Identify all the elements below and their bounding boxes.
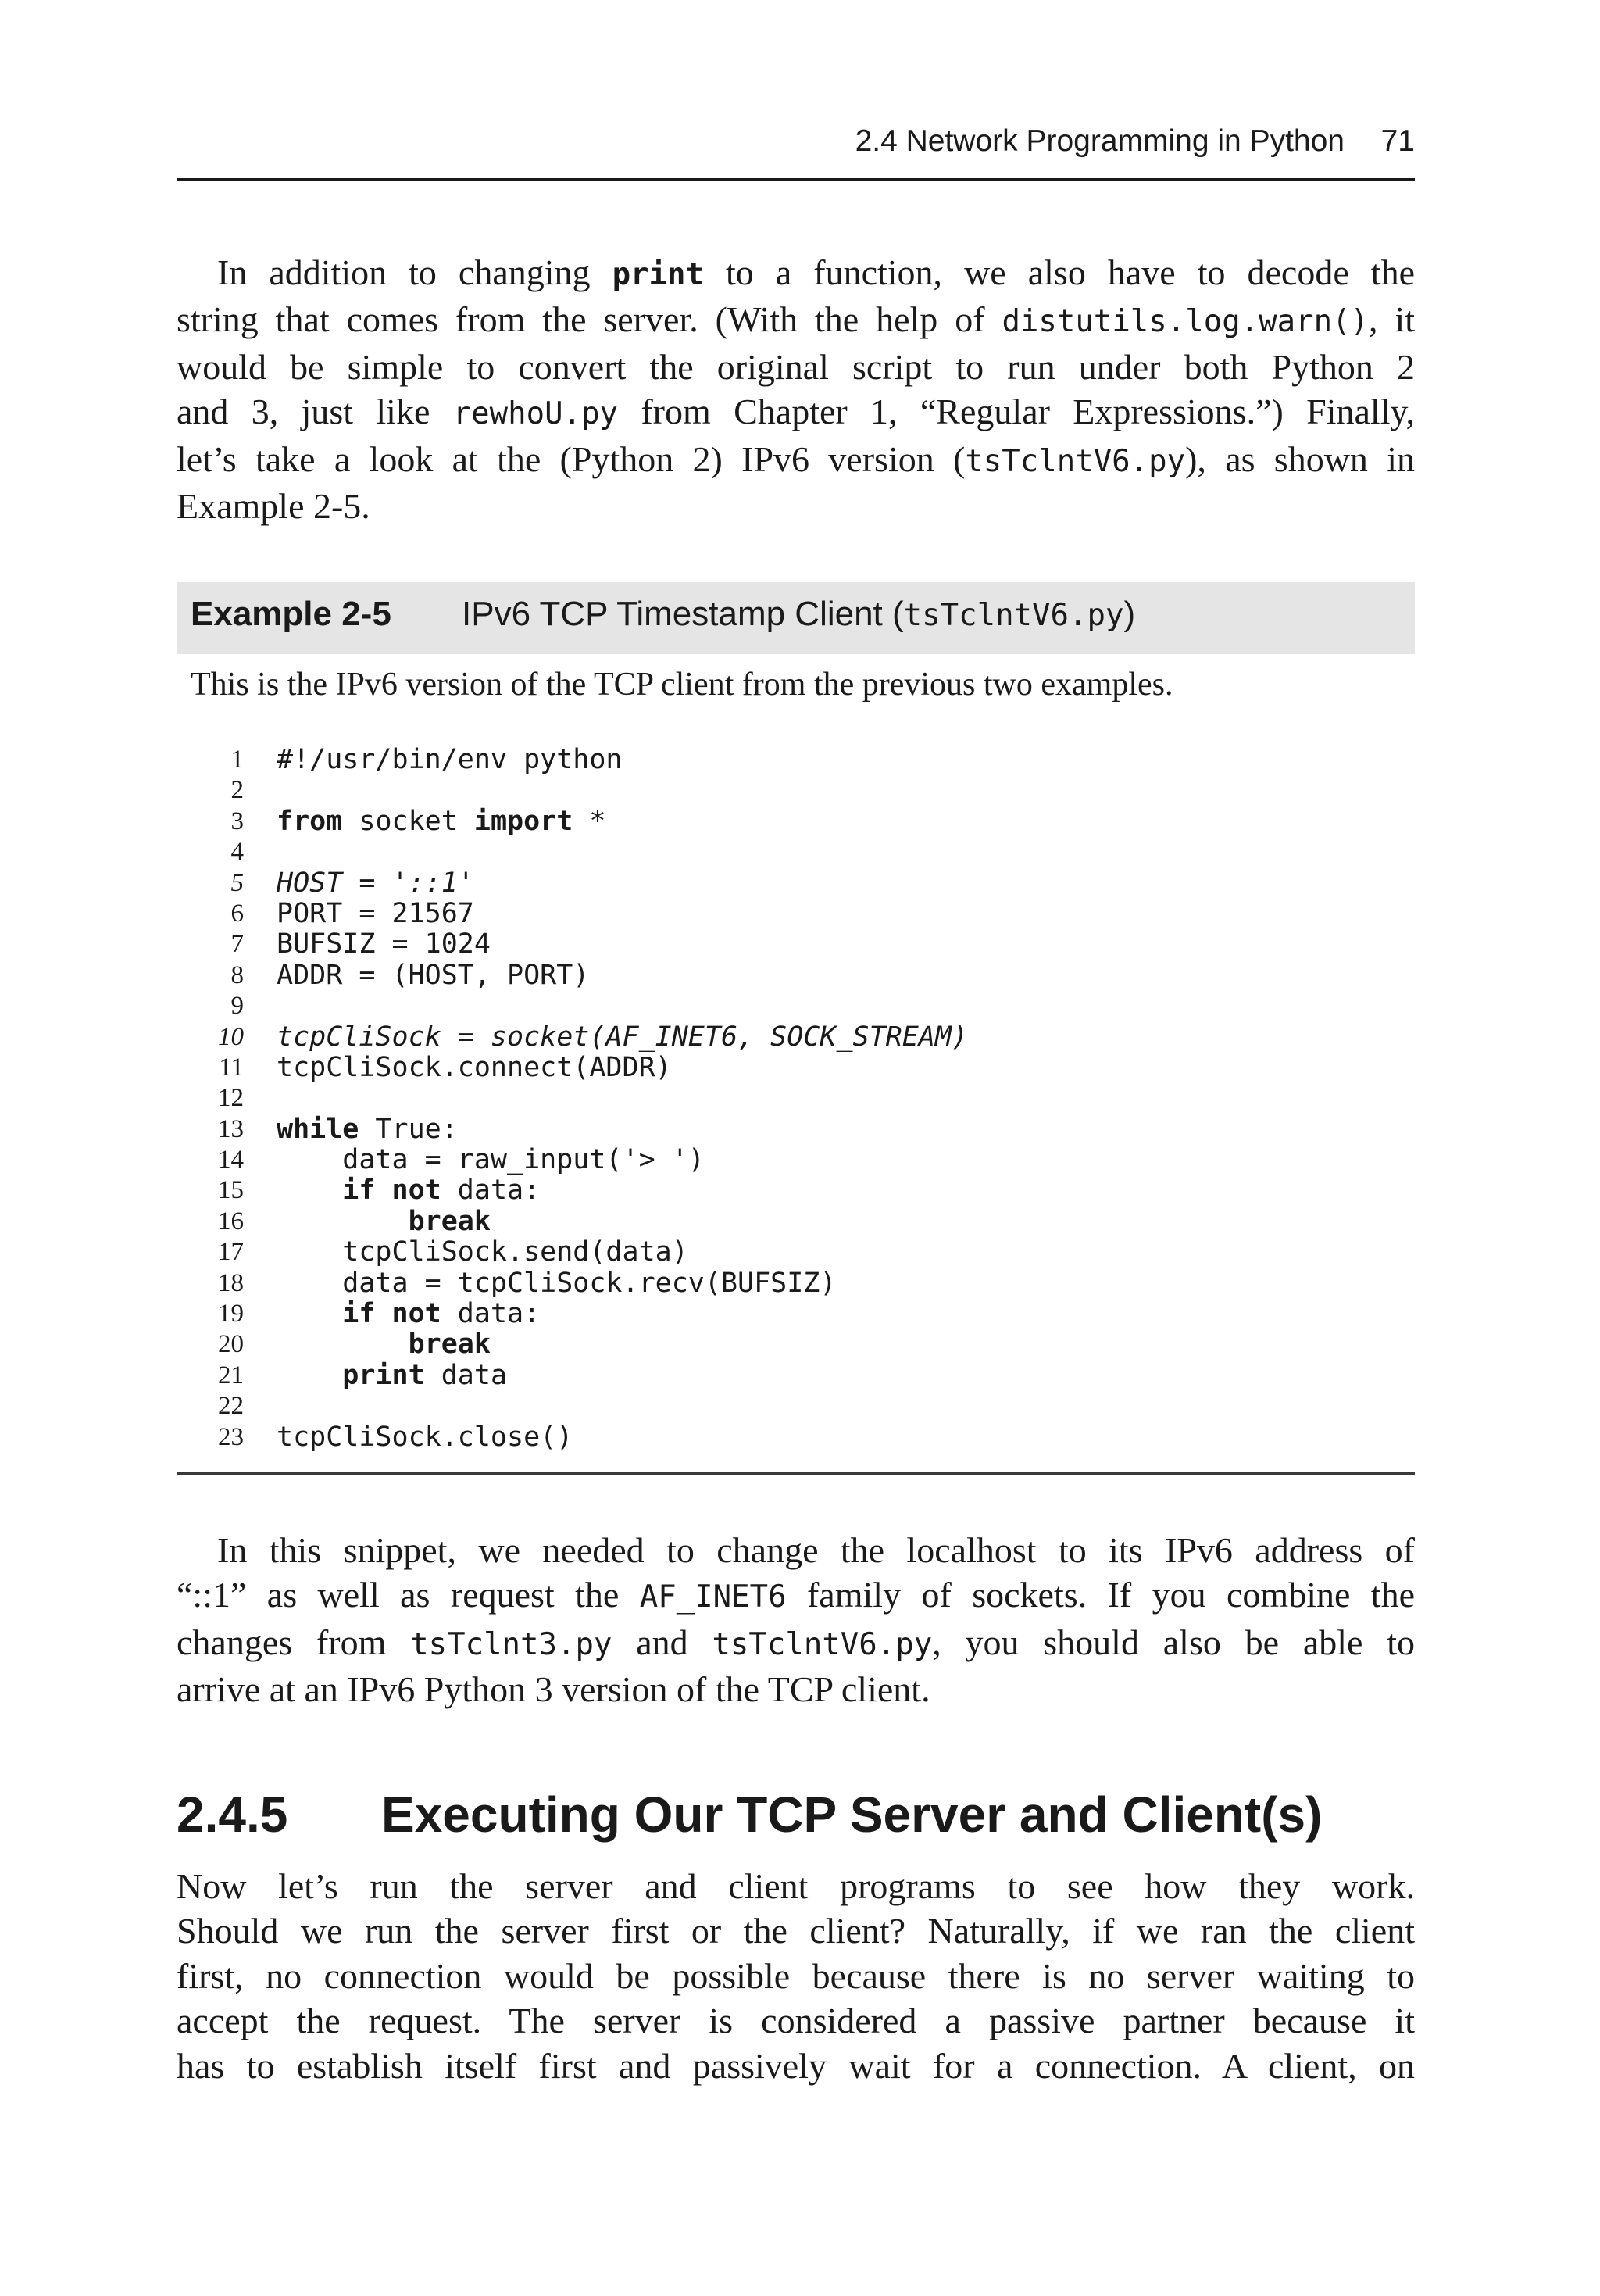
line-number: 15: [218, 1176, 244, 1205]
line-number: 18: [218, 1268, 244, 1297]
code-line: [177, 1422, 1415, 1452]
code-line: [177, 1175, 1415, 1205]
code-line: [177, 1082, 1415, 1113]
code-line: [177, 867, 1415, 898]
text-line: Should we run the server first or the client? Naturally, if we ran the client: [177, 1911, 1415, 1951]
line-number: 21: [218, 1361, 244, 1389]
text-line: would be simple to convert the original script to run under both Python 2: [177, 346, 1415, 387]
code-line: [177, 1360, 1415, 1390]
code-line: [177, 1021, 1415, 1052]
code-text: #!/usr/bin/env python: [277, 744, 623, 775]
code-line: [177, 1206, 1415, 1236]
line-number: 6: [230, 899, 244, 928]
code-text: if not data:: [342, 1298, 541, 1330]
code-text: print data: [342, 1359, 508, 1391]
line-number: 23: [218, 1422, 244, 1451]
example-title-bar: [177, 582, 1415, 654]
code-text: tcpCliSock = socket(AF_INET6, SOCK_STREAM): [277, 1021, 969, 1053]
code-line: [177, 960, 1415, 990]
line-number: 9: [230, 992, 244, 1021]
text-line: string that comes from the server. (With the help of distutils.log.warn(), it: [177, 299, 1416, 340]
code-line: [177, 1298, 1415, 1329]
text-line: “::1” as well as request the AF_INET6 family of sockets. If you combine the: [177, 1575, 1415, 1615]
running-header: [177, 121, 1415, 181]
code-line: [177, 898, 1415, 928]
line-number: 19: [218, 1300, 244, 1329]
code-line: [177, 1052, 1415, 1082]
running-header-section: 2.4 Network Programming in Python: [855, 124, 1345, 158]
text-line: accept the request. The server is considered a passive partner because it: [177, 2001, 1415, 2041]
line-number: 2: [230, 776, 244, 805]
code-line: [177, 990, 1415, 1021]
code-text: tcpCliSock.close(): [277, 1421, 573, 1453]
line-number: 11: [219, 1053, 244, 1082]
text-line: let’s take a look at the (Python 2) IPv6 version (tsTclntV6.py), as shown in: [177, 438, 1415, 479]
code-line: [177, 928, 1415, 959]
code-text: tcpCliSock.send(data): [277, 1236, 688, 1268]
code-text: while True:: [277, 1113, 458, 1145]
example-title: IPv6 TCP Timestamp Client (tsTclntV6.py): [462, 595, 1136, 633]
text-line: In this snippet, we needed to change the localhost to its IPv6 address of: [217, 1530, 1415, 1570]
example-title-code: tsTclntV6.py: [903, 598, 1124, 633]
line-number: 12: [218, 1084, 244, 1113]
text-line: first, no connection would be possible because there is no server waiting to: [177, 1955, 1415, 1996]
inline-code: tsTclnt3.py: [410, 1626, 612, 1662]
section-number: 2.4.5: [177, 1786, 288, 1843]
example-description: This is the IPv6 version of the TCP client from the previous two examples.: [191, 667, 1173, 703]
code-text: ADDR = (HOST, PORT): [277, 959, 590, 991]
inline-code: tsTclntV6.py: [712, 1626, 933, 1662]
code-text: data = raw_input('> '): [277, 1144, 705, 1176]
line-number: 1: [230, 746, 244, 774]
code-line: [177, 1329, 1415, 1359]
section-title: Executing Our TCP Server and Client(s): [381, 1786, 1323, 1843]
code-text: break: [408, 1329, 491, 1361]
line-number: 8: [230, 960, 244, 989]
code-line: [177, 836, 1415, 867]
text-line: In addition to changing print to a function, we also have to decode the: [217, 252, 1415, 292]
code-text: tcpCliSock.connect(ADDR): [277, 1051, 672, 1083]
code-line: [177, 1390, 1415, 1421]
intro-paragraph: [177, 250, 1415, 528]
inline-code: distutils.log.warn(): [1002, 304, 1370, 340]
inline-code: rewhoU.py: [452, 396, 619, 432]
code-text: data = tcpCliSock.recv(BUFSIZ): [277, 1267, 837, 1299]
line-number: 14: [218, 1146, 244, 1175]
section-heading: [177, 1786, 1415, 1848]
line-number: 16: [218, 1207, 244, 1236]
inline-code: AF_INET6: [639, 1579, 787, 1615]
code-text: HOST = '::1': [277, 867, 474, 899]
code-listing: [177, 744, 1415, 1452]
code-line: [177, 774, 1415, 805]
text-line: has to establish itself first and passively wait for a connection. A client, on: [177, 2045, 1415, 2086]
text-line: arrive at an IPv6 Python 3 version of the TCP client.: [177, 1669, 930, 1710]
execution-paragraph: [177, 1864, 1415, 2088]
text-line: Example 2-5.: [177, 486, 370, 527]
page-number: 71: [1380, 124, 1415, 158]
inline-code: tsTclntV6.py: [965, 443, 1186, 479]
code-text: PORT = 21567: [277, 897, 474, 929]
snippet-paragraph: [177, 1528, 1415, 1712]
line-number: 4: [230, 838, 244, 867]
text-line: and 3, just like rewhoU.py from Chapter 1, “Regular Expressions.”) Finally,: [177, 392, 1415, 432]
code-text: BUFSIZ = 1024: [277, 928, 491, 960]
code-text: if not data:: [342, 1175, 541, 1207]
line-number: 7: [230, 930, 244, 959]
example-bottom-rule: [177, 1472, 1415, 1475]
code-line: [177, 806, 1415, 836]
code-text: break: [408, 1205, 491, 1237]
line-number: 17: [218, 1238, 244, 1267]
code-text: from socket import *: [277, 805, 606, 837]
code-line: [177, 1236, 1415, 1267]
code-line: [177, 744, 1415, 774]
text-line: Now let’s run the server and client programs to see how they work.: [177, 1866, 1415, 1906]
inline-code: print: [612, 257, 704, 292]
code-line: [177, 1144, 1415, 1175]
text-line: changes from tsTclnt3.py and tsTclntV6.py, you should also be able to: [177, 1622, 1416, 1662]
line-number: 20: [218, 1330, 244, 1359]
example-label: Example 2-5: [191, 595, 391, 633]
code-line: [177, 1268, 1415, 1298]
code-line: [177, 1114, 1415, 1144]
line-number: 10: [218, 1022, 244, 1051]
line-number: 5: [230, 868, 244, 897]
line-number: 13: [218, 1114, 244, 1143]
line-number: 3: [230, 806, 244, 835]
line-number: 22: [218, 1392, 244, 1421]
